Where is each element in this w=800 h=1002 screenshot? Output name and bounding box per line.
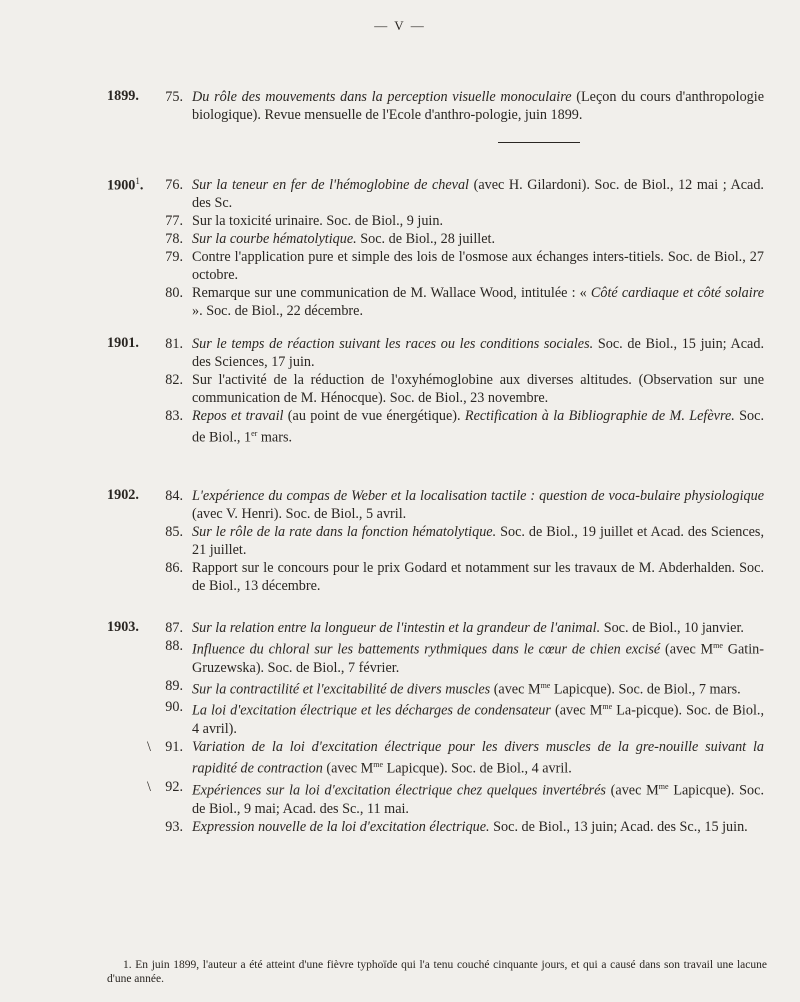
entry-number: 79. <box>165 249 183 265</box>
entry-number: 91. \ <box>147 739 183 756</box>
entry-number: 83. <box>165 408 183 424</box>
margin-mark: \ <box>147 739 151 756</box>
entry-text: Variation de la loi d'excitation électrique pour les divers muscles de la gre-nouille suivant la rapidité de contraction (avec $M^{me}$ Lapicque). Soc. de Biol., 4 avril. <box>192 739 764 777</box>
entry-number: 85. <box>165 524 183 540</box>
entry-text: Remarque sur une communication de M. Wallace Wood, intitulée : « Côté cardiaque et côté solaire ». Soc. de Biol., 22 décembre. <box>192 285 764 319</box>
bibliography-entry <box>0 212 800 230</box>
year-group-1902 <box>0 487 800 595</box>
entry-number: 80. <box>165 285 183 301</box>
bibliography-entry <box>0 559 800 595</box>
bibliography-entry <box>0 677 800 699</box>
entry-text: Influence du chloral sur les battements rythmiques dans le cœur de chien excisé (avec $M^{me}$ Gatin-Gruzewska). Soc. de Biol., 7 février. <box>192 641 765 676</box>
entry-text: Sur la teneur en fer de l'hémoglobine de cheval (avec H. Gilardoni). Soc. de Biol., 12 mai ; Acad. des Sc. <box>192 177 764 211</box>
bibliography-entry <box>0 248 800 284</box>
entry-number: 76. <box>165 177 183 193</box>
entry-text: Expression nouvelle de la loi d'excitation électrique. Soc. de Biol., 13 juin; Acad. des Sc., 15 juin. <box>192 818 748 835</box>
bibliography-entry <box>0 637 800 677</box>
entry-text: Sur la toxicité urinaire. Soc. de Biol., 9 juin. <box>192 213 443 229</box>
bibliography-entry <box>0 818 800 836</box>
bibliography-entry <box>0 619 800 637</box>
entry-number: 77. <box>165 213 183 229</box>
bibliography-entry <box>0 407 800 447</box>
entry-text: Sur l'activité de la réduction de l'oxyhémoglobine aux diverses altitudes. (Observation sur une communication de M. Hénocque). Soc. de Biol., 23 novembre. <box>192 372 764 406</box>
year-group-1899 <box>0 88 800 124</box>
bibliography-entry <box>0 487 800 523</box>
footnote-text: En juin 1899, l'auteur a été atteint d'une fièvre typhoïde qui l'a tenu couché cinquante jours, et qui a causé dans son travail une lacune d'une année. <box>107 959 767 985</box>
bibliography-entry <box>0 176 800 212</box>
year-group-1903 <box>0 619 800 836</box>
entry-number: 90. <box>165 699 183 716</box>
year-label: 1903. <box>107 619 139 635</box>
entry-text: Expériences sur la loi d'excitation électrique chez quelques invertébrés (avec $M^{me}$ Lapicque). Soc. de Biol., 9 mai; Acad. des Sc., 11 mai. <box>192 781 764 817</box>
bibliography-entry <box>0 284 800 320</box>
footnote-ref: 1 <box>135 176 140 186</box>
entry-number: 86. <box>165 560 183 576</box>
entry-text: Sur la relation entre la longueur de l'intestin et la grandeur de l'animal. Soc. de Biol., 10 janvier. <box>192 620 744 636</box>
section-rule <box>498 142 580 143</box>
entry-number: 87. <box>165 620 183 636</box>
entry-text: Rapport sur le concours pour le prix Godard et notamment sur les travaux de M. Abderhalden. Soc. de Biol., 13 décembre. <box>192 560 764 594</box>
entry-text: Sur le rôle de la rate dans la fonction hématolytique. Soc. de Biol., 19 juillet et Acad. des Sciences, 21 juillet. <box>192 524 764 558</box>
entry-text: Sur la courbe hématolytique. Soc. de Biol., 28 juillet. <box>192 231 496 247</box>
entry-number: 88. <box>165 638 183 654</box>
entry-number: 93. <box>165 818 183 835</box>
footnote-marker: 1. <box>123 959 132 971</box>
entry-text: Sur le temps de réaction suivant les races ou les conditions sociales. Soc. de Biol., 15 juin; Acad. des Sciences, 17 juin. <box>192 336 764 370</box>
entry-text: Contre l'application pure et simple des lois de l'osmose aux échanges inters-titiels. Soc. de Biol., 27 octobre. <box>192 249 764 283</box>
footnote <box>107 958 767 986</box>
entry-number: 92. \ <box>147 778 183 795</box>
year-group-1901 <box>0 335 800 447</box>
entry-number: 89. <box>165 677 183 694</box>
entry-number: 75. <box>165 89 183 105</box>
entry-text: Repos et travail (au point de vue énergétique). Rectification à la Bibliographie de M. Lefèvre. Soc. de Biol., 1er mars. <box>192 408 764 446</box>
entry-number: 84. <box>165 488 183 504</box>
entry-number: 81. <box>165 336 183 352</box>
entry-number: 78. <box>165 231 183 247</box>
entry-text: Du rôle des mouvements dans la perception visuelle monoculaire (Leçon du cours d'anthropologie biologique). Revue mensuelle de l'Ecole d'anthro-pologie, juin 1899. <box>192 89 764 123</box>
page-folio: — V — <box>374 18 426 33</box>
bibliography-entry <box>0 230 800 248</box>
bibliography-entry <box>0 698 800 738</box>
entry-text: Sur la contractilité et l'excitabilité de divers muscles (avec $M^{me}$ Lapicque). Soc. de Biol., 7 mars. <box>192 680 741 698</box>
year-label: 1902. <box>107 487 139 503</box>
year-label: 1899. <box>107 88 139 104</box>
entry-number: 82. <box>165 372 183 388</box>
year-group-1900 <box>0 176 800 320</box>
bibliography-entry <box>0 738 800 778</box>
bibliography-entry <box>0 523 800 559</box>
bibliography-entry <box>0 778 800 818</box>
bibliography-entry <box>0 335 800 371</box>
entry-text: L'expérience du compas de Weber et la localisation tactile : question de voca-bulaire physiologique (avec V. Henri). Soc. de Biol., 5 avril. <box>192 488 764 522</box>
entry-text: La loi d'excitation électrique et les décharges de condensateur (avec $M^{me}$ La-picque). Soc. de Biol., 4 avril). <box>192 702 764 738</box>
margin-mark: \ <box>147 778 151 795</box>
year-label: 1900$^1$. <box>107 176 144 194</box>
bibliography-entry <box>0 88 800 124</box>
bibliography-entry <box>0 371 800 407</box>
year-label: 1901. <box>107 335 139 351</box>
